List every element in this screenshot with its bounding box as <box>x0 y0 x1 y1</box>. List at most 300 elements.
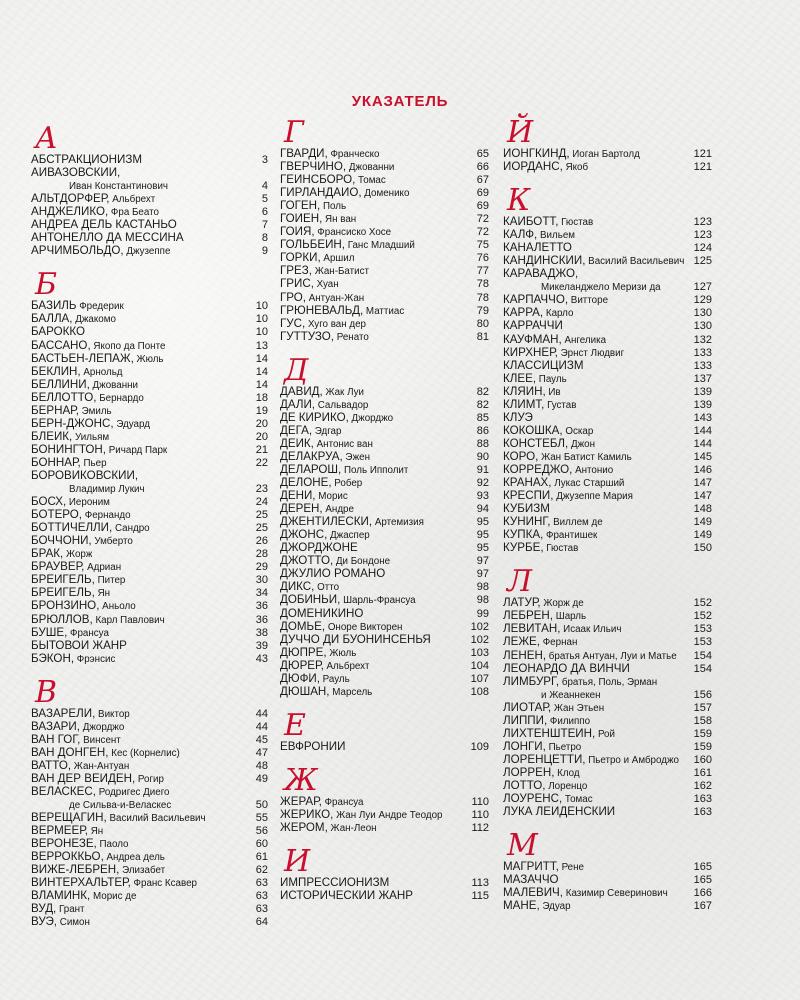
entry-surname: ДЕЛОНЕ, <box>280 477 332 490</box>
page-number: 26 <box>255 535 268 548</box>
index-entry <box>31 561 268 574</box>
index-entry <box>503 676 712 689</box>
page-number: 108 <box>470 685 489 698</box>
entry-surname: ВЕРЕЩАГИН, <box>31 812 107 825</box>
entry-name <box>31 734 121 747</box>
entry-surname: ЕВФРОНИЙ <box>280 740 346 753</box>
index-entry <box>280 647 489 660</box>
page-number: 115 <box>471 890 489 903</box>
entry-surname: БАССАНО, <box>31 339 91 352</box>
entry-name <box>503 399 576 412</box>
entry-given-name: Джон <box>568 438 596 450</box>
letter-section <box>280 707 489 754</box>
index-entry <box>503 887 712 900</box>
entry-name <box>280 822 377 835</box>
index-entry <box>503 874 712 887</box>
entry-surname: ДЮШАН, <box>280 685 330 698</box>
entry-surname: ЖЕРАР, <box>280 795 322 808</box>
entry-name <box>31 522 150 535</box>
page-number: 113 <box>471 877 489 890</box>
entry-given-name: Антонис ван <box>313 438 373 450</box>
letter-section <box>280 844 489 903</box>
section-letter: Б <box>35 267 58 303</box>
index-entry <box>280 252 489 265</box>
entry-surname: ЛИППИ, <box>503 714 548 727</box>
page-number: 149 <box>693 529 712 542</box>
entry-given-name: Жан Этьен <box>551 702 605 714</box>
entry-name <box>280 890 413 903</box>
entry-surname: ВУД, <box>31 903 57 916</box>
entry-surname: КЛЯЙН, <box>503 385 546 398</box>
page-number: 10 <box>255 326 268 339</box>
index-entry <box>31 812 268 825</box>
index-entry <box>280 809 489 822</box>
entry-name <box>503 715 590 728</box>
entry-given-name: Клод <box>554 767 580 779</box>
entry-list <box>503 861 712 913</box>
page-number: 82 <box>476 398 489 411</box>
index-entry <box>280 174 489 187</box>
index-entry <box>31 864 268 877</box>
page-number: 130 <box>693 320 712 333</box>
section-letter: А <box>35 121 58 156</box>
index-entry <box>503 438 712 451</box>
index-entry <box>503 702 712 715</box>
entry-name <box>31 760 129 773</box>
index-entry <box>280 292 489 305</box>
entry-surname: КАУФМАН, <box>503 333 562 346</box>
index-entry <box>280 148 489 161</box>
entry-name <box>280 796 364 809</box>
page-number: 162 <box>693 779 712 792</box>
page-number: 82 <box>476 385 489 398</box>
page-number: 50 <box>255 799 268 812</box>
entry-surname: ВАЗАРЕЛИ, <box>31 707 96 720</box>
index-column-1 <box>31 118 268 929</box>
entry-name <box>280 673 350 686</box>
section-letter: М <box>507 828 538 864</box>
entry-surname: ГОЛЬБЕЙН, <box>280 239 345 252</box>
page-number: 49 <box>255 772 268 785</box>
entry-given-name: Оскар <box>562 425 594 437</box>
index-entry <box>280 542 489 555</box>
index-entry <box>280 555 489 568</box>
page-number: 13 <box>255 339 268 352</box>
page-number: 161 <box>693 766 712 779</box>
entry-given-name: Франтишек <box>543 530 598 542</box>
entry-name <box>31 653 115 666</box>
entry-surname: ЙОНГКИНД, <box>503 148 570 160</box>
entry-name <box>503 887 668 900</box>
entry-name <box>503 636 577 649</box>
entry-surname: ГРИС, <box>280 278 314 291</box>
entry-surname: ГИРЛАНДАЙО, <box>280 187 362 200</box>
entry-given-name: Пьер <box>80 457 107 469</box>
entry-given-name: Франсиско Хосе <box>314 227 392 239</box>
entry-given-name: Томас <box>562 794 593 806</box>
entry-name <box>31 708 130 721</box>
entry-surname: ГВАРДИ, <box>280 148 328 160</box>
page-number: 139 <box>693 385 712 398</box>
entry-given-name: Адриан <box>84 562 122 574</box>
entry-name <box>503 728 615 741</box>
entry-surname: БРАУВЕР, <box>31 561 85 574</box>
index-entry <box>503 529 712 542</box>
page-number: 62 <box>255 864 268 877</box>
entry-given-name: Антонио <box>572 464 614 476</box>
entry-surname: ДАВИД, <box>280 385 323 398</box>
page-number: 36 <box>255 600 268 613</box>
entry-name <box>280 686 372 699</box>
entry-name <box>31 219 177 232</box>
page-number: 90 <box>476 450 489 463</box>
entry-name <box>280 399 368 412</box>
page-number: 81 <box>476 330 489 343</box>
entry-given-name: Рауль <box>319 673 350 685</box>
index-entry <box>31 851 268 864</box>
page-number: 36 <box>255 613 268 626</box>
page-number: 43 <box>255 652 268 665</box>
page-number: 112 <box>471 821 489 834</box>
entry-surname: ВЛАМИНК, <box>31 890 91 903</box>
index-entry <box>280 686 489 699</box>
entry-surname: БАРОККО <box>31 326 85 339</box>
index-entry <box>280 621 489 634</box>
page-number: 163 <box>693 793 712 806</box>
entry-list <box>280 386 489 699</box>
index-entry <box>280 318 489 331</box>
entry-name <box>280 877 389 890</box>
letter-section <box>503 564 712 819</box>
entry-list <box>280 148 489 344</box>
entry-given-name: Отто <box>314 582 340 594</box>
index-entry <box>280 568 489 581</box>
index-entry <box>31 825 268 838</box>
index-entry <box>31 509 268 522</box>
entry-surname: ЛОРЕНЦЕТТИ, <box>503 753 586 766</box>
index-entry <box>503 900 712 913</box>
entry-surname: ВАН ГОГ, <box>31 733 81 746</box>
entry-given-name: Питер <box>94 575 126 587</box>
entry-list <box>31 708 268 930</box>
page-number: 69 <box>476 187 489 200</box>
page-number: 121 <box>693 148 712 160</box>
entry-given-name: Джорджо <box>79 721 125 733</box>
page-number: 10 <box>255 300 268 313</box>
entry-given-name: Элизабет <box>119 865 166 877</box>
page-number: 25 <box>255 522 268 535</box>
entry-given-name: Робер <box>331 478 363 490</box>
index-entry <box>31 574 268 587</box>
index-entry <box>31 154 268 167</box>
entry-given-name: Гюстав <box>543 543 579 555</box>
entry-surname: МАЛЕВИЧ, <box>503 887 564 900</box>
index-entry <box>280 412 489 425</box>
entry-given-name: Альбрехт <box>323 660 370 672</box>
entry-surname: ЛУКА ЛЕЙДЕНСКИЙ <box>503 806 616 819</box>
entry-name <box>31 470 138 483</box>
entry-given-name: Уильям <box>72 431 110 443</box>
page-number: 144 <box>693 437 712 450</box>
entry-given-name: Виктор <box>95 708 130 720</box>
entry-given-name: Антуан-Жан <box>306 292 365 304</box>
entry-given-name: Жан-Антуан <box>71 760 130 772</box>
section-letter: К <box>507 183 531 219</box>
entry-given-name: Пьетро <box>545 741 582 753</box>
entry-given-name: Альбрехт <box>109 194 156 206</box>
entry-given-name: Доменико <box>361 188 410 200</box>
entry-list <box>31 300 268 665</box>
entry-surname: КАЛФ, <box>503 229 538 242</box>
index-entry <box>31 535 268 548</box>
entry-name <box>280 292 364 305</box>
entry-name <box>31 627 109 640</box>
page-number: 130 <box>693 307 712 320</box>
page-number: 165 <box>693 874 712 887</box>
page-title: УКАЗАТЕЛЬ <box>351 93 449 110</box>
index-entry <box>503 464 712 477</box>
page-number: 95 <box>476 529 489 542</box>
entry-name <box>31 431 109 444</box>
index-entry <box>31 838 268 851</box>
page-number: 123 <box>693 229 712 242</box>
index-entry <box>280 796 489 809</box>
index-entry <box>503 741 712 754</box>
entry-surname: БАЛЛА, <box>31 313 73 326</box>
entry-given-name: Джузеппе Мария <box>553 491 633 503</box>
entry-surname: ГУТТУЗО, <box>280 330 335 343</box>
page-number: 154 <box>693 662 712 675</box>
index-entry <box>503 451 712 464</box>
entry-given-name: Ян <box>87 826 104 838</box>
entry-given-name: Джаспер <box>327 530 370 542</box>
page-number: 79 <box>476 304 489 317</box>
entry-surname: ДЖОТТО, <box>280 555 334 568</box>
entry-name <box>31 326 85 339</box>
index-entry <box>280 451 489 464</box>
entry-name <box>503 334 606 347</box>
page-number: 103 <box>470 646 489 659</box>
entry-given-name: Жан Луи Андре Теодор <box>333 809 443 821</box>
entry-name <box>31 180 168 193</box>
index-entry <box>31 708 268 721</box>
entry-name <box>31 640 127 653</box>
index-entry <box>503 663 712 676</box>
entry-given-name: Виллем де <box>550 517 603 529</box>
section-letter: Е <box>284 707 306 743</box>
entry-surname: БОРОВИКОВСКИЙ, <box>31 469 139 482</box>
entry-list <box>280 796 489 835</box>
index-entry <box>280 634 489 647</box>
entry-given-name: Эжен <box>342 451 370 463</box>
entry-surname: ВЕЛАСКЕС, <box>31 785 97 798</box>
page-number: 24 <box>255 496 268 509</box>
entry-given-name: Франсуа <box>321 796 364 808</box>
index-entry <box>280 490 489 503</box>
entry-surname: ДОМЕНИКИНО <box>280 607 364 620</box>
page-number: 125 <box>693 255 712 268</box>
index-entry <box>31 167 268 180</box>
entry-name <box>280 647 356 660</box>
page-number: 94 <box>476 503 489 516</box>
index-entry <box>280 516 489 529</box>
index-entry <box>503 334 712 347</box>
entry-surname: ЛАТУР, <box>503 597 541 610</box>
index-entry <box>31 326 268 339</box>
entry-given-name: Морис де <box>90 891 137 903</box>
index-entry <box>31 747 268 760</box>
page-number: 44 <box>255 707 268 720</box>
index-entry <box>280 278 489 291</box>
entry-name <box>31 496 110 509</box>
entry-name <box>503 451 632 464</box>
entry-name <box>280 386 364 399</box>
entry-given-name: Ганс Младший <box>345 240 415 252</box>
entry-name <box>31 444 167 457</box>
page-number: 76 <box>476 252 489 265</box>
entry-name <box>280 542 358 555</box>
entry-name <box>503 386 561 399</box>
entry-surname: ЙОРДАНС, <box>503 161 563 174</box>
entry-given-name: Филиппо <box>547 715 591 727</box>
entry-name <box>280 412 393 425</box>
entry-surname: КРЕСПИ, <box>503 490 554 503</box>
page-number: 64 <box>255 916 268 929</box>
entry-surname: ВИНТЕРХАЛЬТЕР, <box>31 877 131 890</box>
entry-name <box>503 516 603 529</box>
index-entry <box>503 689 712 702</box>
page-number: 166 <box>693 887 712 900</box>
entry-surname: ГУС, <box>280 317 306 330</box>
index-entry <box>31 418 268 431</box>
entry-surname: ДЕЙК, <box>280 437 314 450</box>
index-entry <box>280 877 489 890</box>
entry-name <box>280 213 356 226</box>
page-number: 147 <box>693 490 712 503</box>
index-entry <box>31 431 268 444</box>
entry-surname: БРЕЙГЕЛЬ, <box>31 587 95 600</box>
entry-surname: ДАЛИ, <box>280 398 316 411</box>
index-entry <box>503 754 712 767</box>
page-number: 156 <box>693 688 712 701</box>
entry-surname: БЛЕЙК, <box>31 430 73 443</box>
entry-name <box>280 305 404 318</box>
index-entry <box>31 496 268 509</box>
page-number: 4 <box>261 180 268 193</box>
entry-name <box>31 786 170 799</box>
entry-name <box>31 392 144 405</box>
entry-surname: ИСТОРИЧЕСКИЙ ЖАНР <box>280 890 413 903</box>
page-number: 8 <box>261 232 268 245</box>
entry-given-name: Джованни <box>89 379 139 391</box>
page-number: 124 <box>693 242 712 255</box>
entry-name <box>280 581 339 594</box>
index-entry <box>31 366 268 379</box>
entry-name <box>503 307 573 320</box>
entry-name <box>280 594 416 607</box>
index-entry <box>31 522 268 535</box>
index-entry <box>280 200 489 213</box>
entry-name <box>31 877 197 890</box>
entry-name <box>280 318 366 331</box>
entry-given-name: Жак Луи <box>322 386 364 398</box>
index-entry <box>31 600 268 613</box>
entry-surname: МАЗАЧЧО <box>503 874 559 887</box>
entry-given-name: Ян ван <box>322 214 357 226</box>
entry-given-name: Джакомо <box>72 314 116 326</box>
index-entry <box>31 232 268 245</box>
entry-given-name: Фредерик <box>76 301 124 313</box>
entry-name <box>503 412 533 425</box>
entry-name <box>280 174 386 187</box>
entry-surname: КАНДИНСКИЙ, <box>503 255 586 268</box>
index-entry <box>503 597 712 610</box>
entry-given-name: Марсель <box>329 686 373 698</box>
entry-name <box>280 252 354 265</box>
entry-given-name: Ди Бондоне <box>333 556 391 568</box>
index-entry <box>503 216 712 229</box>
page-number: 30 <box>255 574 268 587</box>
entry-name <box>503 464 613 477</box>
entry-surname: КАРПАЧЧО, <box>503 294 569 307</box>
index-entry <box>280 438 489 451</box>
section-letter: Й <box>507 115 534 150</box>
page-number: 149 <box>693 516 712 529</box>
entry-surname: ВУЭ, <box>31 916 58 929</box>
entry-given-name: Оноре Викторен <box>325 621 403 633</box>
page-number: 18 <box>255 391 268 404</box>
entry-name <box>503 268 578 281</box>
index-entry <box>31 353 268 366</box>
entry-surname: АРЧИМБОЛЬДО, <box>31 245 124 258</box>
index-entry <box>31 392 268 405</box>
page-number: 72 <box>476 226 489 239</box>
entry-name <box>503 438 595 451</box>
entry-surname: ЛОРРЕН, <box>503 766 555 779</box>
page-number: 78 <box>476 291 489 304</box>
entry-name <box>503 702 604 715</box>
page-number: 154 <box>693 649 712 662</box>
entry-given-name: Морис <box>315 491 348 503</box>
index-entry <box>31 760 268 773</box>
entry-given-name: Маттиас <box>363 305 405 317</box>
entry-given-name: братья, Поль, Эрман <box>559 676 658 688</box>
entry-given-name: Умберто <box>91 536 133 548</box>
entry-given-name: братья Антуан, Луи и Матье <box>546 650 677 662</box>
index-entry <box>503 161 712 174</box>
entry-name <box>503 294 608 307</box>
entry-surname: БРЕЙГЕЛЬ, <box>31 574 95 587</box>
index-entry <box>280 161 489 174</box>
index-entry <box>280 608 489 621</box>
entry-given-name: Карл Павлович <box>92 614 165 626</box>
page-number: 75 <box>476 239 489 252</box>
letter-section <box>280 352 489 699</box>
entry-name <box>31 245 170 258</box>
entry-surname: ЛИОТАР, <box>503 701 552 714</box>
index-entry <box>31 799 268 812</box>
index-entry <box>31 890 268 903</box>
entry-surname: ГРЁЗ, <box>280 265 312 278</box>
entry-name <box>31 300 124 313</box>
entry-given-name: Жан-Батист <box>311 266 369 278</box>
entry-surname: БОТЕРО, <box>31 509 83 522</box>
page-number: 99 <box>476 607 489 620</box>
index-entry <box>503 281 712 294</box>
entry-name <box>31 812 206 825</box>
index-entry <box>280 477 489 490</box>
entry-name <box>280 568 385 581</box>
